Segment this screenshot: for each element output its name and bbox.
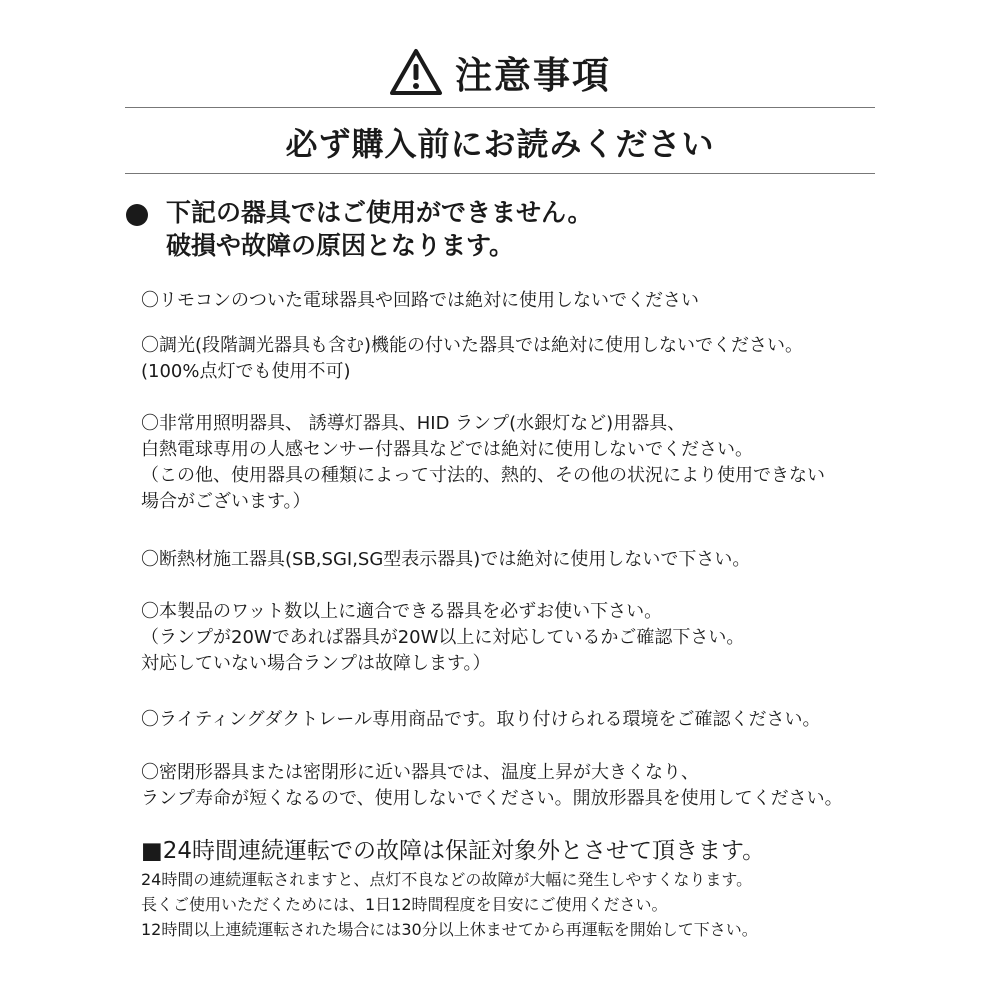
notice-line: ランプ寿命が短くなるので、使用しないでください。開放形器具を使用してください。 [141,788,843,809]
notice-line: 白熱電球専用の人感センサー付器具などでは絶対に使用しないでください。 [141,439,753,460]
notice-line: 対応していない場合ランプは故障します。） [141,653,491,674]
notice-line: 〇調光(段階調光器具も含む)機能の付いた器具では絶対に使用しないでください。 [141,335,804,356]
notice-item-duct-rail [141,707,821,733]
page-subtitle: 必ず購入前にお読みください [285,125,715,163]
title-row [0,40,1000,104]
warning-triangle-icon [389,47,443,97]
continuous-operation-body [141,867,758,942]
notice-line: (100%点灯でも使用不可) [141,361,351,382]
page-title: 注意事項 [455,54,611,97]
notice-line: 24時間の連続運転されますと、点灯不良などの故障が大幅に発生しやすくなります。 [141,870,753,889]
notice-item-emergency [141,411,825,515]
notice-line: 長くご使用いただくためには、1日12時間程度を目安にご使用ください。 [141,895,668,914]
main-notice-line: 下記の器具ではご使用ができません。 [166,198,593,227]
divider-bottom [125,173,875,174]
bullet-dot [126,204,148,226]
notice-line: 〇リモコンのついた電球器具や回路では絶対に使用しないでください [141,290,699,311]
notice-line: 場合がございます。） [141,491,311,512]
notice-line: （この他、使用器具の種類によって寸法的、熱的、その他の状況により使用できない [141,465,825,486]
notice-line: 12時間以上連続運転された場合には30分以上休ませてから再運転を開始して下さい。 [141,920,758,939]
notice-line: 〇密閉形器具または密閉形に近い器具では、温度上昇が大きくなり、 [141,762,699,783]
notice-line: 〇非常用照明器具、 誘導灯器具、HID ランプ(水銀灯など)用器具、 [141,413,686,434]
divider-top [125,107,875,108]
continuous-operation-heading: ■24時間連続運転での故障は保証対象外とさせて頂きます。 [141,838,766,864]
notice-line: 〇本製品のワット数以上に適合できる器具を必ずお使い下さい。 [141,601,663,622]
notice-item-sealed [141,760,843,812]
main-notice [126,196,906,262]
notice-line: 〇断熱材施工器具(SB,SGI,SG型表示器具)では絶対に使用しないで下さい。 [141,549,751,570]
notice-item-dimmer [141,333,803,385]
notice-item-wattage [141,599,744,677]
main-notice-line: 破損や故障の原因となります。 [166,231,515,260]
notice-line: （ランプが20Wであれば器具が20W以上に対応しているかご確認下さい。 [141,627,745,648]
notice-item-insulation [141,547,750,573]
notice-item-remote [141,288,699,314]
notice-line: 〇ライティングダクトレール専用商品です。取り付けられる環境をご確認ください。 [141,709,821,730]
